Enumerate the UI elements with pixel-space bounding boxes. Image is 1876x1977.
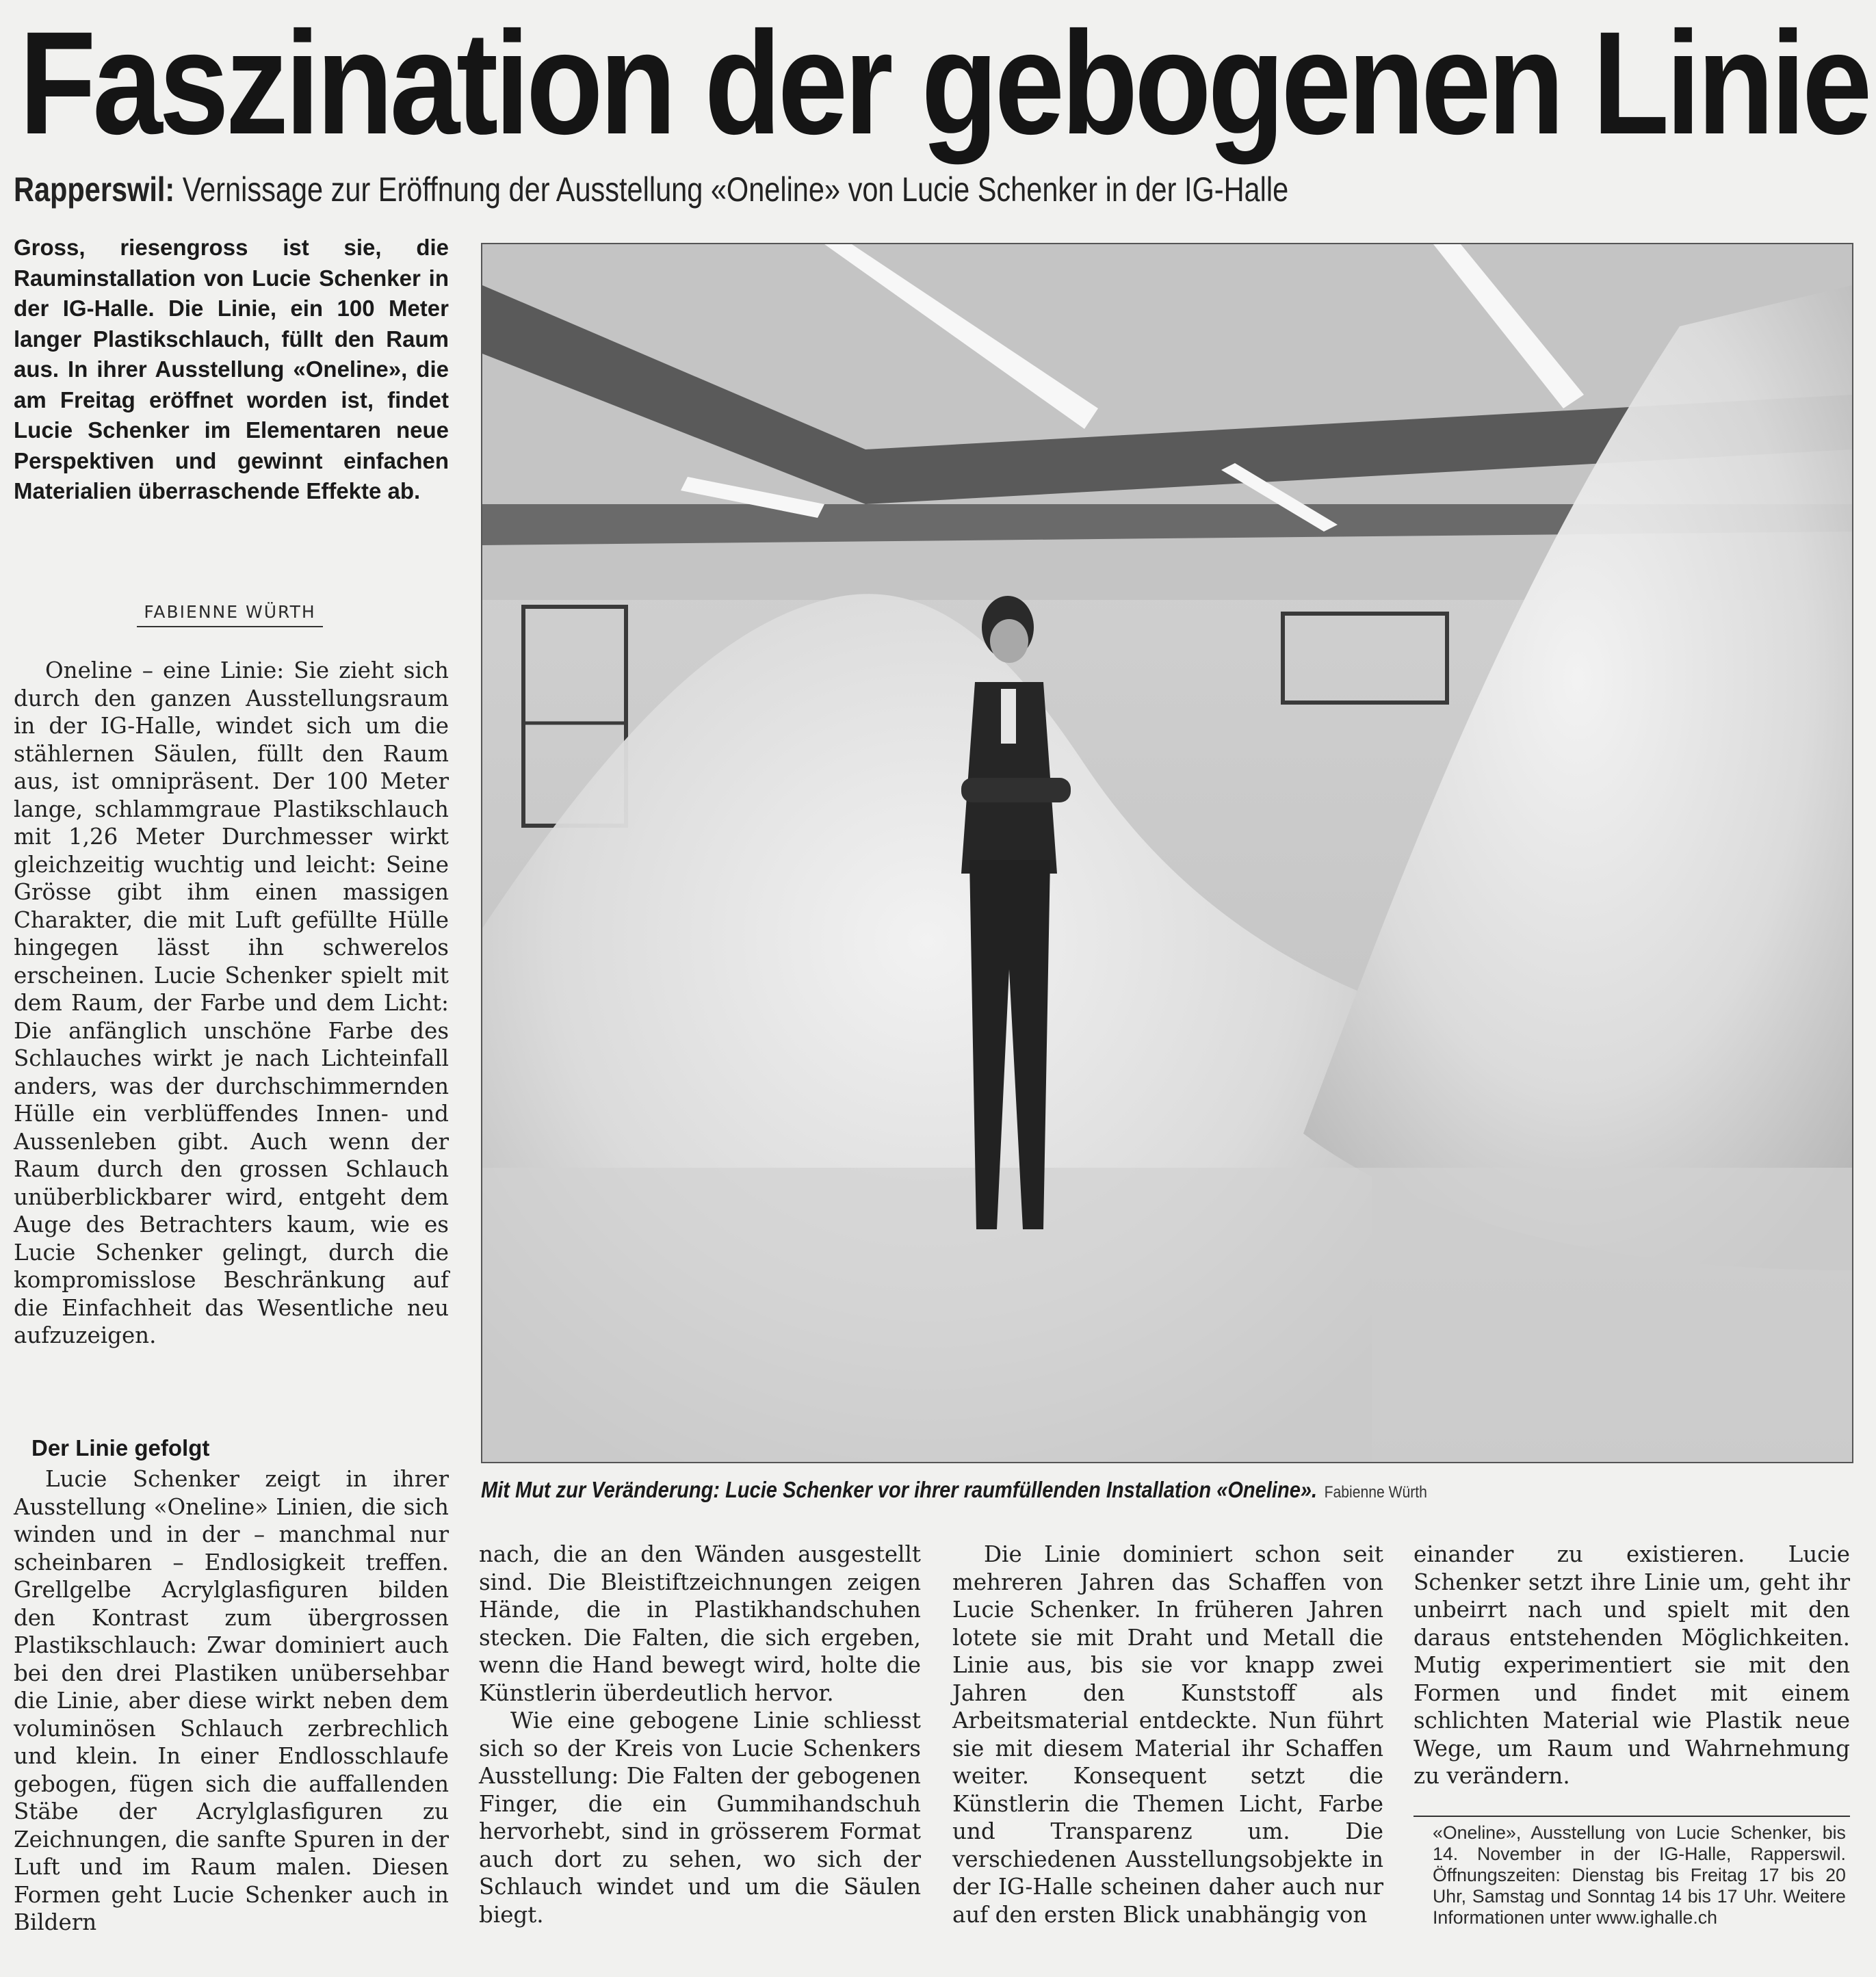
subhead-location: Rapperswil:: [14, 170, 175, 209]
body-column-1: [14, 657, 449, 1350]
body-column-1b: [14, 1465, 449, 1937]
subhead: [14, 168, 1288, 211]
body-paragraph-3: Wie eine gebogene Linie schliesst sich so der Kreis von Lucie Schenkers Ausstellung: Die Falten der gebogenen Finger, die ein Gummihandschuh hervorhebt, sind in grösserem Format auch dort zu sehen, wo sich der Schlauch windet und um die Säulen biegt.: [479, 1707, 921, 1928]
photo-credit: Fabienne Würth: [1324, 1483, 1427, 1502]
section-title: Der Linie gefolgt: [31, 1435, 210, 1461]
caption-text: Mit Mut zur Veränderung: Lucie Schenker vor ihrer raumfüllenden Installation «Oneline».: [481, 1477, 1318, 1502]
info-box: «Oneline», Ausstellung von Lucie Schenker, bis 14. November in der IG-Halle, Rapperswil. Öffnungszeiten: Dienstag bis Freitag 17 bis 20 Uhr, Samstag und Sonntag 14 bis 17 Uhr. Weitere Informationen unter www.ighalle.ch: [1433, 1822, 1846, 1928]
floor-foreground: [482, 1168, 1852, 1462]
body-paragraph-2: Lucie Schenker zeigt in ihrer Ausstellung «Oneline» Linien, die sich winden und in der – manchmal nur scheinbaren – Endlosigkeit treffen. Grellgelbe Acrylglasfiguren bilden den Kontrast zum übergrossen Plastikschlauch: Zwar dominiert auch bei den drei Plastiken unübersehbar die Linie, aber diese wirkt neben dem voluminösen Schlauch zerbrechlich und klein. In einer Endlosschlaufe gebogen, fügen sich die auffallenden Stäbe der Acrylglasfiguren zu Zeichnungen, die sanfte Spuren in der Luft und im Raum malen. Diesen Formen geht Lucie Schenker auch in Bildern: [14, 1466, 449, 1935]
lead-paragraph: Gross, riesengross ist sie, die Rauminstallation von Lucie Schenker in der IG-Halle. Die Linie, ein 100 Meter langer Plastikschlauch, füllt den Raum aus. In ihrer Ausstellung «Oneline», die am Freitag eröffnet worden ist, findet Lucie Schenker im Elementaren neue Perspektiven und gewinnt einfachen Materialien überraschende Effekte ab.: [14, 235, 449, 503]
photo-caption: [481, 1476, 1427, 1506]
info-box-divider: [1413, 1816, 1850, 1817]
body-column-2: [479, 1541, 921, 1928]
body-paragraph-2-continued: nach, die an den Wänden ausgestellt sind. Die Bleistiftzeichnungen zeigen Hände, die in Plastikhandschuhen stecken. Die Falten, die sich ergeben, wenn die Hand bewegt wird, holte die Künstlerin überdeutlich hervor.: [479, 1541, 921, 1706]
body-paragraph-4: Die Linie dominiert schon seit mehreren Jahren das Schaffen von Lucie Schenker. In früheren Jahren lotete sie mit Draht und Metall die Linie aus, bis sie vor knapp zwei Jahren den Kunststoff als Arbeitsmaterial entdeckte. Nun führt sie mit diesem Material ihr Schaffen weiter. Konsequent setzt die Künstlerin die Themen Licht, Farbe und Transparenz um. Die verschiedenen Ausstellungsobjekte in der IG-Halle scheinen daher auch nur auf den ersten Blick unabhängig von: [952, 1541, 1383, 1928]
headline: Faszination der gebogenen Linie: [19, 1, 1869, 165]
body-column-4: [1413, 1541, 1850, 1790]
body-paragraph-1: Oneline – eine Linie: Sie zieht sich durch den ganzen Ausstellungsraum in der IG-Halle, windet sich um die stählernen Säulen, füllt den Raum aus, ist omnipräsent. Der 100 Meter lange, schlammgraue Plastikschlauch mit 1,26 Meter Durchmesser wirkt gleichzeitig wuchtig und leicht: Seine Grösse gibt ihm einen massigen Charakter, die mit Luft gefüllte Hülle hingegen lässt ihn schwerelos erscheinen. Lucie Schenker spielt mit dem Raum, der Farbe und dem Licht: Die anfänglich unschöne Farbe des Schlauches wirkt je nach Lichteinfall anders, was der durchschimmernden Hülle ein verblüffendes Innen- und Aussenleben gibt. Auch wenn der Raum durch den grossen Schlauch unüberblickbarer wird, entgeht dem Auge des Betrachters kaum, wie es Lucie Schenker gelingt, durch die kompromisslose Beschränkung auf die Einfachheit das Wesentliche neu aufzuzeigen.: [14, 657, 449, 1348]
body-column-3: [952, 1541, 1383, 1928]
byline: FABIENNE WÜRTH: [137, 602, 323, 627]
article-photo: [481, 243, 1853, 1463]
subhead-text: Vernissage zur Eröffnung der Ausstellung «Oneline» von Lucie Schenker in der IG-Halle: [174, 170, 1289, 209]
body-paragraph-4-continued: einander zu existieren. Lucie Schenker setzt ihre Linie um, geht ihr unbeirrt nach und spielt mit den daraus entstehenden Möglichkeiten. Mutig experimentiert sie mit den Formen und findet mit einem schlichten Material wie Plastik neue Wege, um Raum und Wahrnehmung zu verändern.: [1413, 1541, 1850, 1789]
photo-illustration: [482, 244, 1852, 1462]
